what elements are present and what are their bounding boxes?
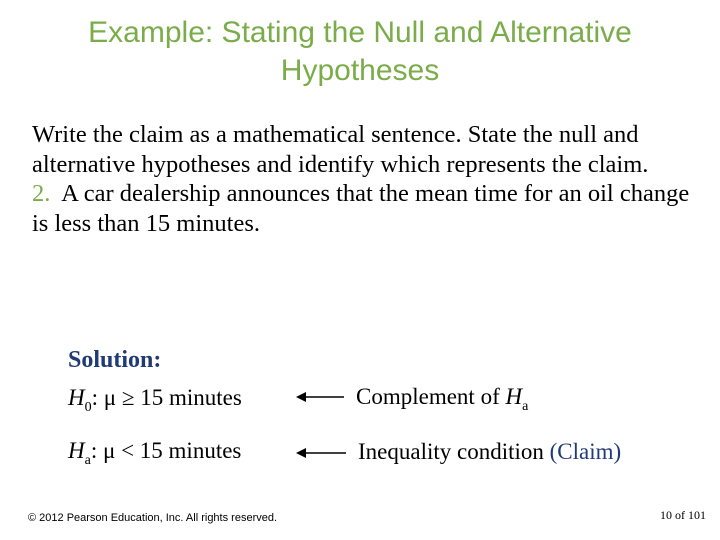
solution-label: Solution: — [68, 347, 162, 373]
ha-symbol: H — [68, 438, 85, 463]
h0-symbol: H — [68, 385, 85, 410]
item-text: A car dealership announces that the mean time for an oil change is less than 15 minutes. — [32, 180, 690, 237]
h0-note-text: Complement of — [356, 384, 506, 409]
ha-subscript: a — [84, 453, 91, 468]
alternative-hypothesis — [68, 437, 242, 468]
h0-note — [356, 383, 529, 414]
page-number: 10 of 101 — [660, 508, 706, 522]
h0-subscript: 0 — [84, 400, 92, 415]
ha-expression: : μ < 15 minutes — [90, 438, 242, 463]
h0-note-subscript: a — [522, 399, 529, 414]
item-number: 2. — [32, 180, 51, 207]
h0-note-symbol: H — [505, 384, 523, 409]
slide-title-line-1: Example: Stating the Null and Alternative — [88, 16, 632, 49]
ha-note-text: Inequality condition — [358, 439, 550, 464]
ha-note — [358, 438, 621, 466]
problem-text — [32, 120, 702, 238]
h0-expression: : μ ≥ 15 minutes — [91, 385, 242, 410]
problem-item — [32, 179, 702, 238]
instruction-text: Write the claim as a mathematical sentence. State the null and alternative hypotheses and identify which represents the claim. — [32, 121, 649, 178]
null-hypothesis — [68, 384, 242, 415]
claim-label: (Claim) — [549, 439, 622, 464]
copyright-text: © 2012 Pearson Education, Inc. All rights reserved. — [28, 512, 278, 524]
ha-arrow-icon — [296, 446, 348, 460]
slide-title — [0, 14, 720, 90]
h0-arrow-icon — [296, 390, 346, 404]
slide-title-line-2: Hypotheses — [280, 54, 440, 87]
